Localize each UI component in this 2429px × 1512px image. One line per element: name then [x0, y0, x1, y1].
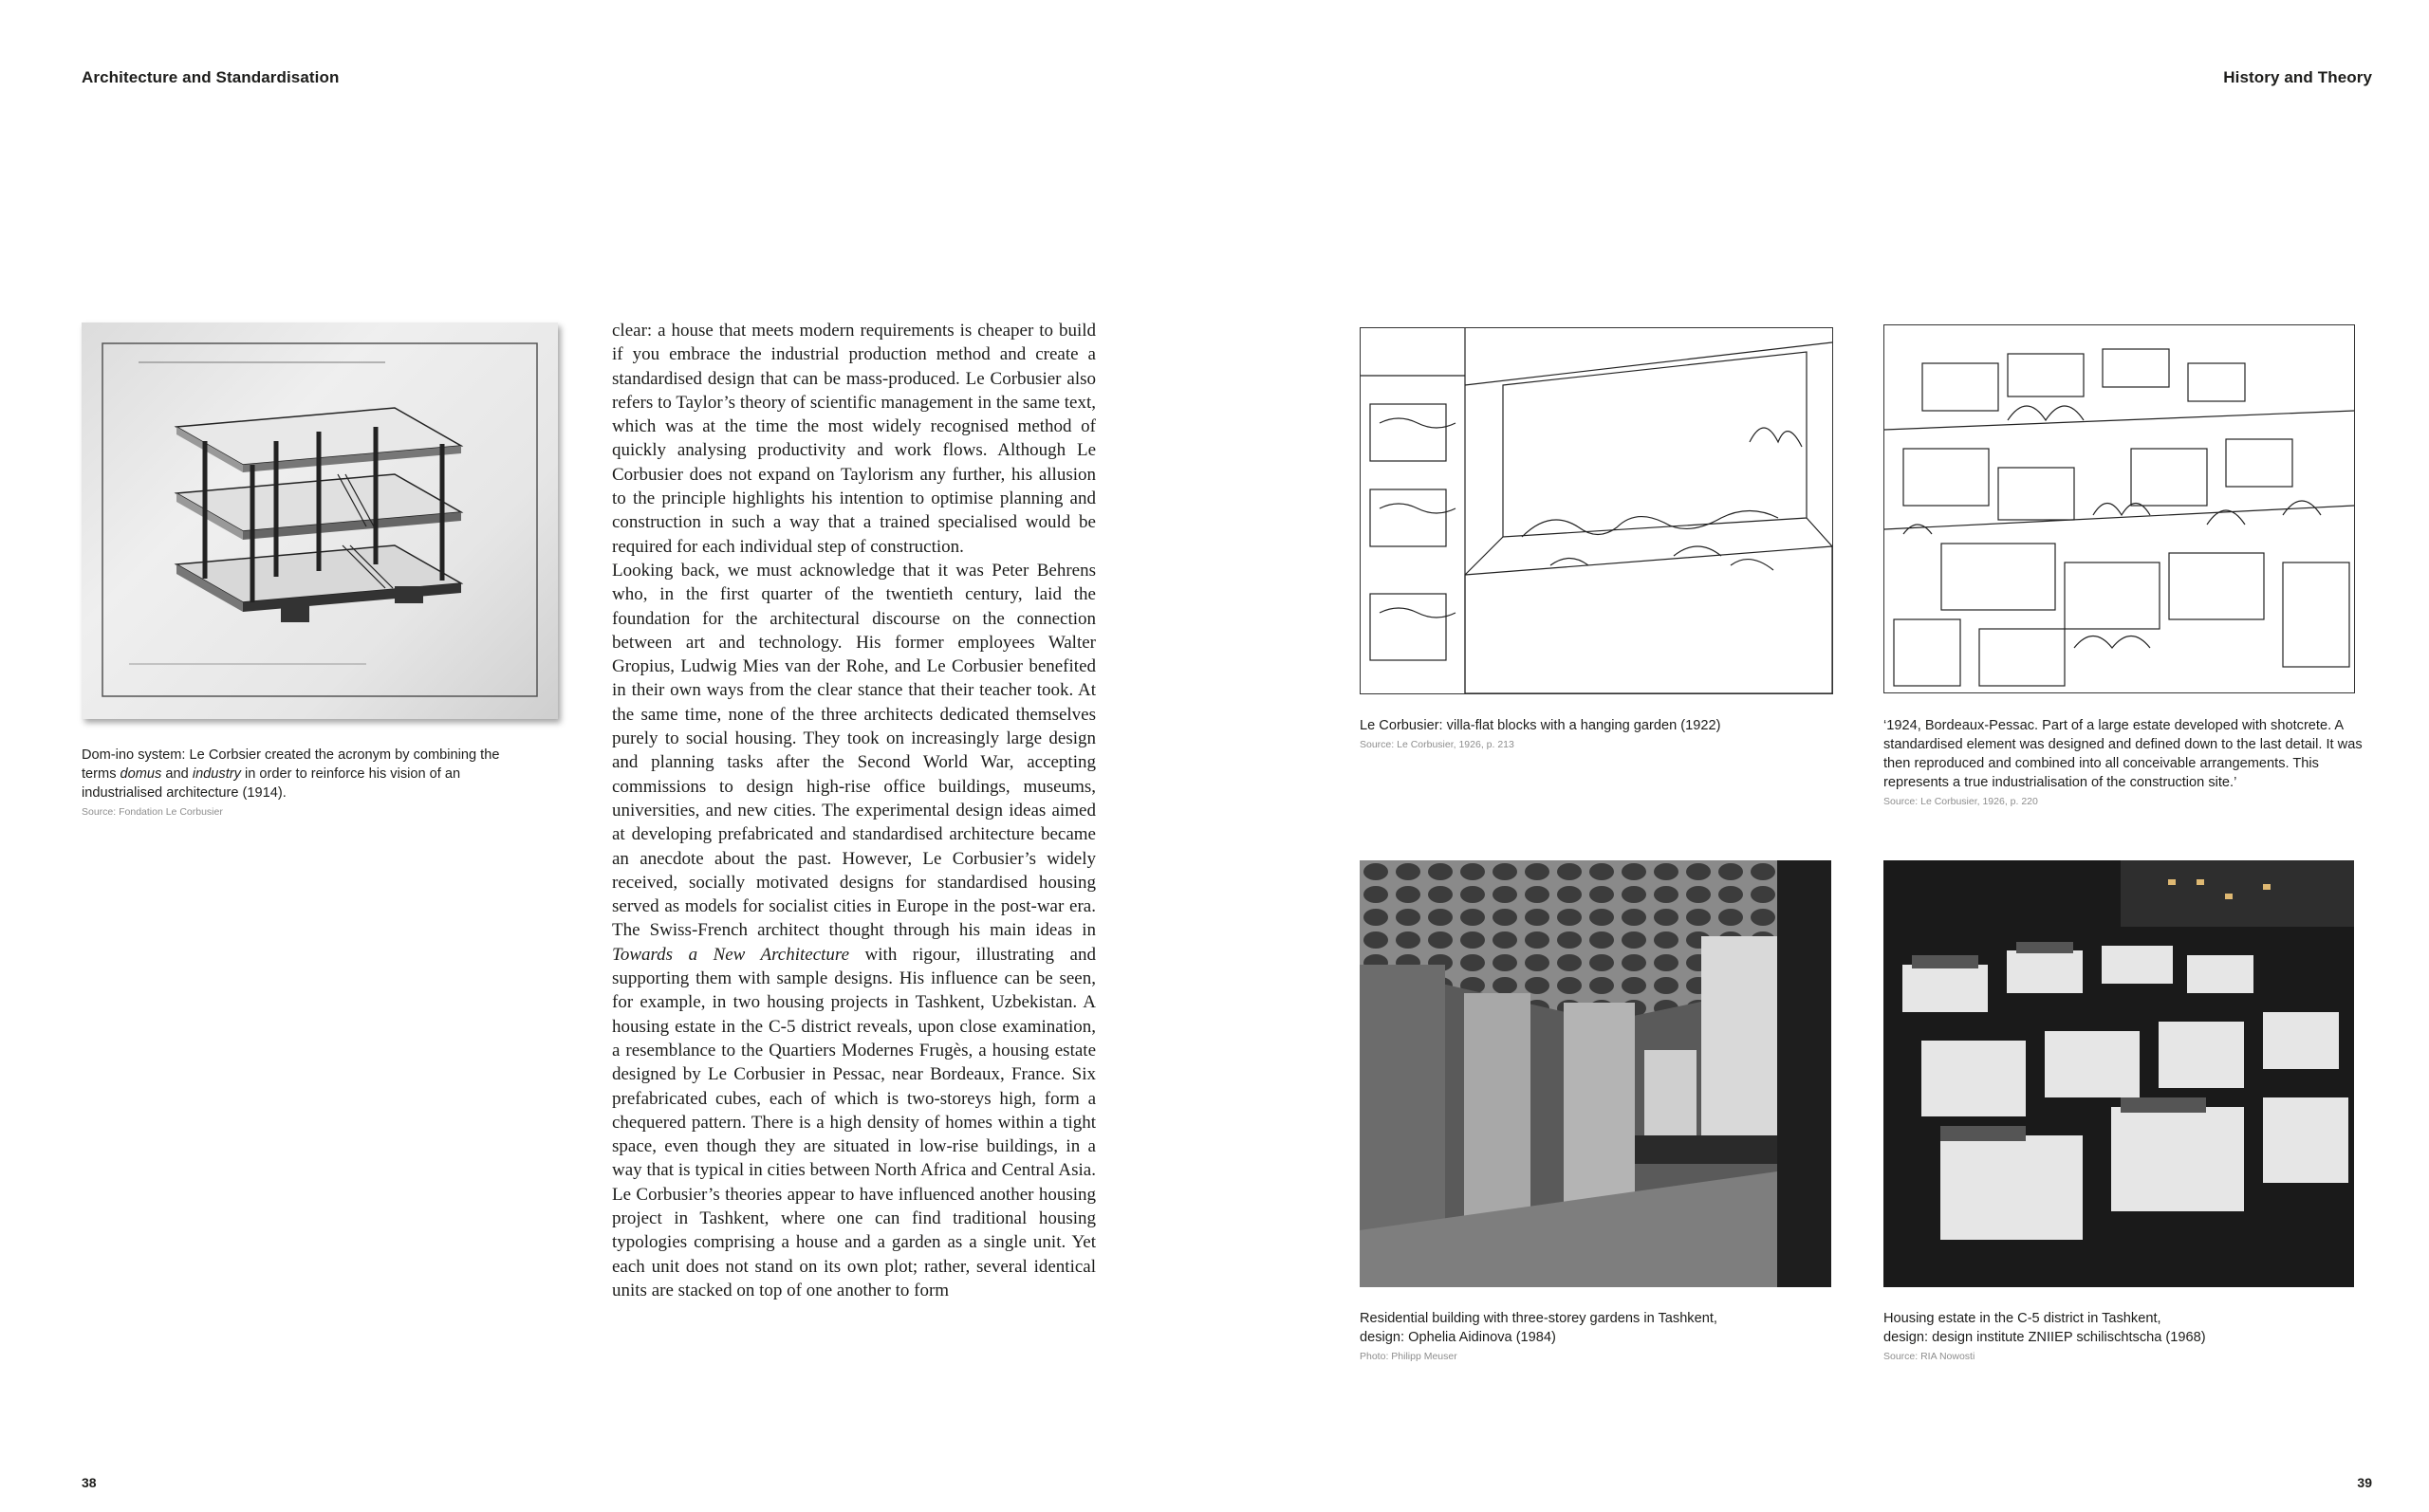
domino-caption — [82, 746, 528, 820]
caption-source: Source: Fondation Le Corbusier — [82, 806, 223, 818]
residential-source: Photo: Philipp Meuser — [1360, 1351, 1457, 1362]
villa-flat-caption — [1360, 716, 1853, 752]
page-number-right: 39 — [2357, 1475, 2372, 1490]
pessac-sketch — [1884, 325, 2354, 692]
page-number-left: 38 — [82, 1475, 97, 1490]
paragraph-2-start: Looking back, we must acknowledge that it was Peter Behrens who, in the first quarter of the twentieth century, laid the foundation for the architectural discourse on the connection between art and technology. His former employees Walter Gropius, Ludwig Mies van der Rohe, and Le Corbusier benefited in their own ways from the clear stance that their teacher took. At the same time, none of the three architects dedicated themselves purely to social housing. They took on increasingly large design and planning tasks after the Second World War, accepting commissions to design high-rise office buildings, museums, universities, and new cities. The experimental design ideas aimed at developing prefabricated and standardised architecture became an anecdote about the past. However, Le Corbusier’s widely received, socially motivated designs for standardised housing served as models for socialist cities in Europe in the post-war era. The Swiss-French architect thought through his main ideas in — [612, 560, 1096, 941]
c5-caption-line-1: Housing estate in the C-5 district in Tashkent, — [1883, 1311, 2161, 1326]
paragraph-2 — [612, 559, 1096, 1302]
c5-source: Source: RIA Nowosti — [1883, 1351, 1975, 1362]
pessac-estate-drawing — [1883, 324, 2355, 693]
domino-system-sketch — [82, 323, 558, 719]
right-page — [1214, 0, 2429, 1512]
caption-text-1: Dom-ino system: Le Corbsier created the acronym by combining the terms — [82, 747, 500, 782]
c5-caption-line-2: design: design institute ZNIIEP schilischtscha (1968) — [1883, 1330, 2206, 1345]
domino-drawing — [82, 323, 558, 719]
pessac-source: Source: Le Corbusier, 1926, p. 220 — [1883, 796, 2038, 807]
paragraph-2-end: with rigour, illustrating and supporting them with sample designs. His influence can be seen, for example, in two housing projects in Tashkent, Uzbekistan. A housing estate in the C-5 district reveals, upon close examination, a resemblance to the Quartiers Modernes Frugès, a housing estate designed by Le Corbusier in Pessac, near Bordeaux, France. Six prefabricated cubes, each of which is two-storeys high, form a chequered pattern. There is a high density of homes within a tight space, even though they are situated in low-rise buildings, in a way that is typical in cities between North Africa and Central Asia. Le Corbusier’s theories appear to have influenced another housing project in Tashkent, where one can find traditional housing typologies comprising a house and a garden as a single unit. Yet each unit does not stand on its own plot; rather, several identical units are stacked on top of one another to form — [612, 944, 1096, 1300]
c5-district-photo — [1883, 860, 2354, 1287]
villa-flat-sketch — [1361, 328, 1832, 693]
c5-caption — [1883, 1309, 2377, 1364]
residential-caption — [1360, 1309, 1853, 1364]
running-head-left: Architecture and Standardisation — [82, 68, 340, 86]
residential-caption-line-1: Residential building with three-storey gardens in Tashkent, — [1360, 1311, 1717, 1326]
c5-photo-art — [1883, 860, 2354, 1287]
running-head-right: History and Theory — [2223, 68, 2372, 86]
pessac-caption — [1883, 716, 2372, 809]
residential-caption-line-2: design: Ophelia Aidinova (1984) — [1360, 1330, 1556, 1345]
caption-term-industry: industry — [192, 766, 241, 782]
book-title: Towards a New Architecture — [612, 944, 850, 965]
residential-building-photo — [1360, 860, 1831, 1287]
residential-photo-art — [1360, 860, 1831, 1287]
caption-term-domus: domus — [120, 766, 162, 782]
left-page — [0, 0, 1214, 1512]
villa-flat-caption-text: Le Corbusier: villa-flat blocks with a hanging garden (1922) — [1360, 718, 1721, 733]
caption-text-2: and — [161, 766, 193, 782]
pessac-caption-text: ‘1924, Bordeaux-Pessac. Part of a large estate developed with shotcrete. A standardised element was designed and defined down to the last detail. It was then reproduced and combined into all conceivable arrangements. This represents a true industrialisation of the construction site.’ — [1883, 718, 2363, 790]
caption-text-3: in order to reinforce his vision of an industrialised architecture (1914). — [82, 766, 461, 801]
villa-flat-drawing — [1360, 327, 1833, 694]
paragraph-1: clear: a house that meets modern requirements is cheaper to build if you embrace the industrial production method and create a standardised design that can be mass-produced. Le Corbusier also refers to Taylor’s theory of scientific management in the same text, which was at the time the most widely recognised method of quickly analysing productivity and work flows. Although Le Corbusier does not expand on Taylorism any further, his allusion to the principle highlights his intention to optimise planning and construction in such a way that a trained specialised would be required for each individual step of construction. — [612, 321, 1096, 557]
villa-flat-source: Source: Le Corbusier, 1926, p. 213 — [1360, 739, 1514, 750]
body-text — [612, 319, 1096, 1302]
